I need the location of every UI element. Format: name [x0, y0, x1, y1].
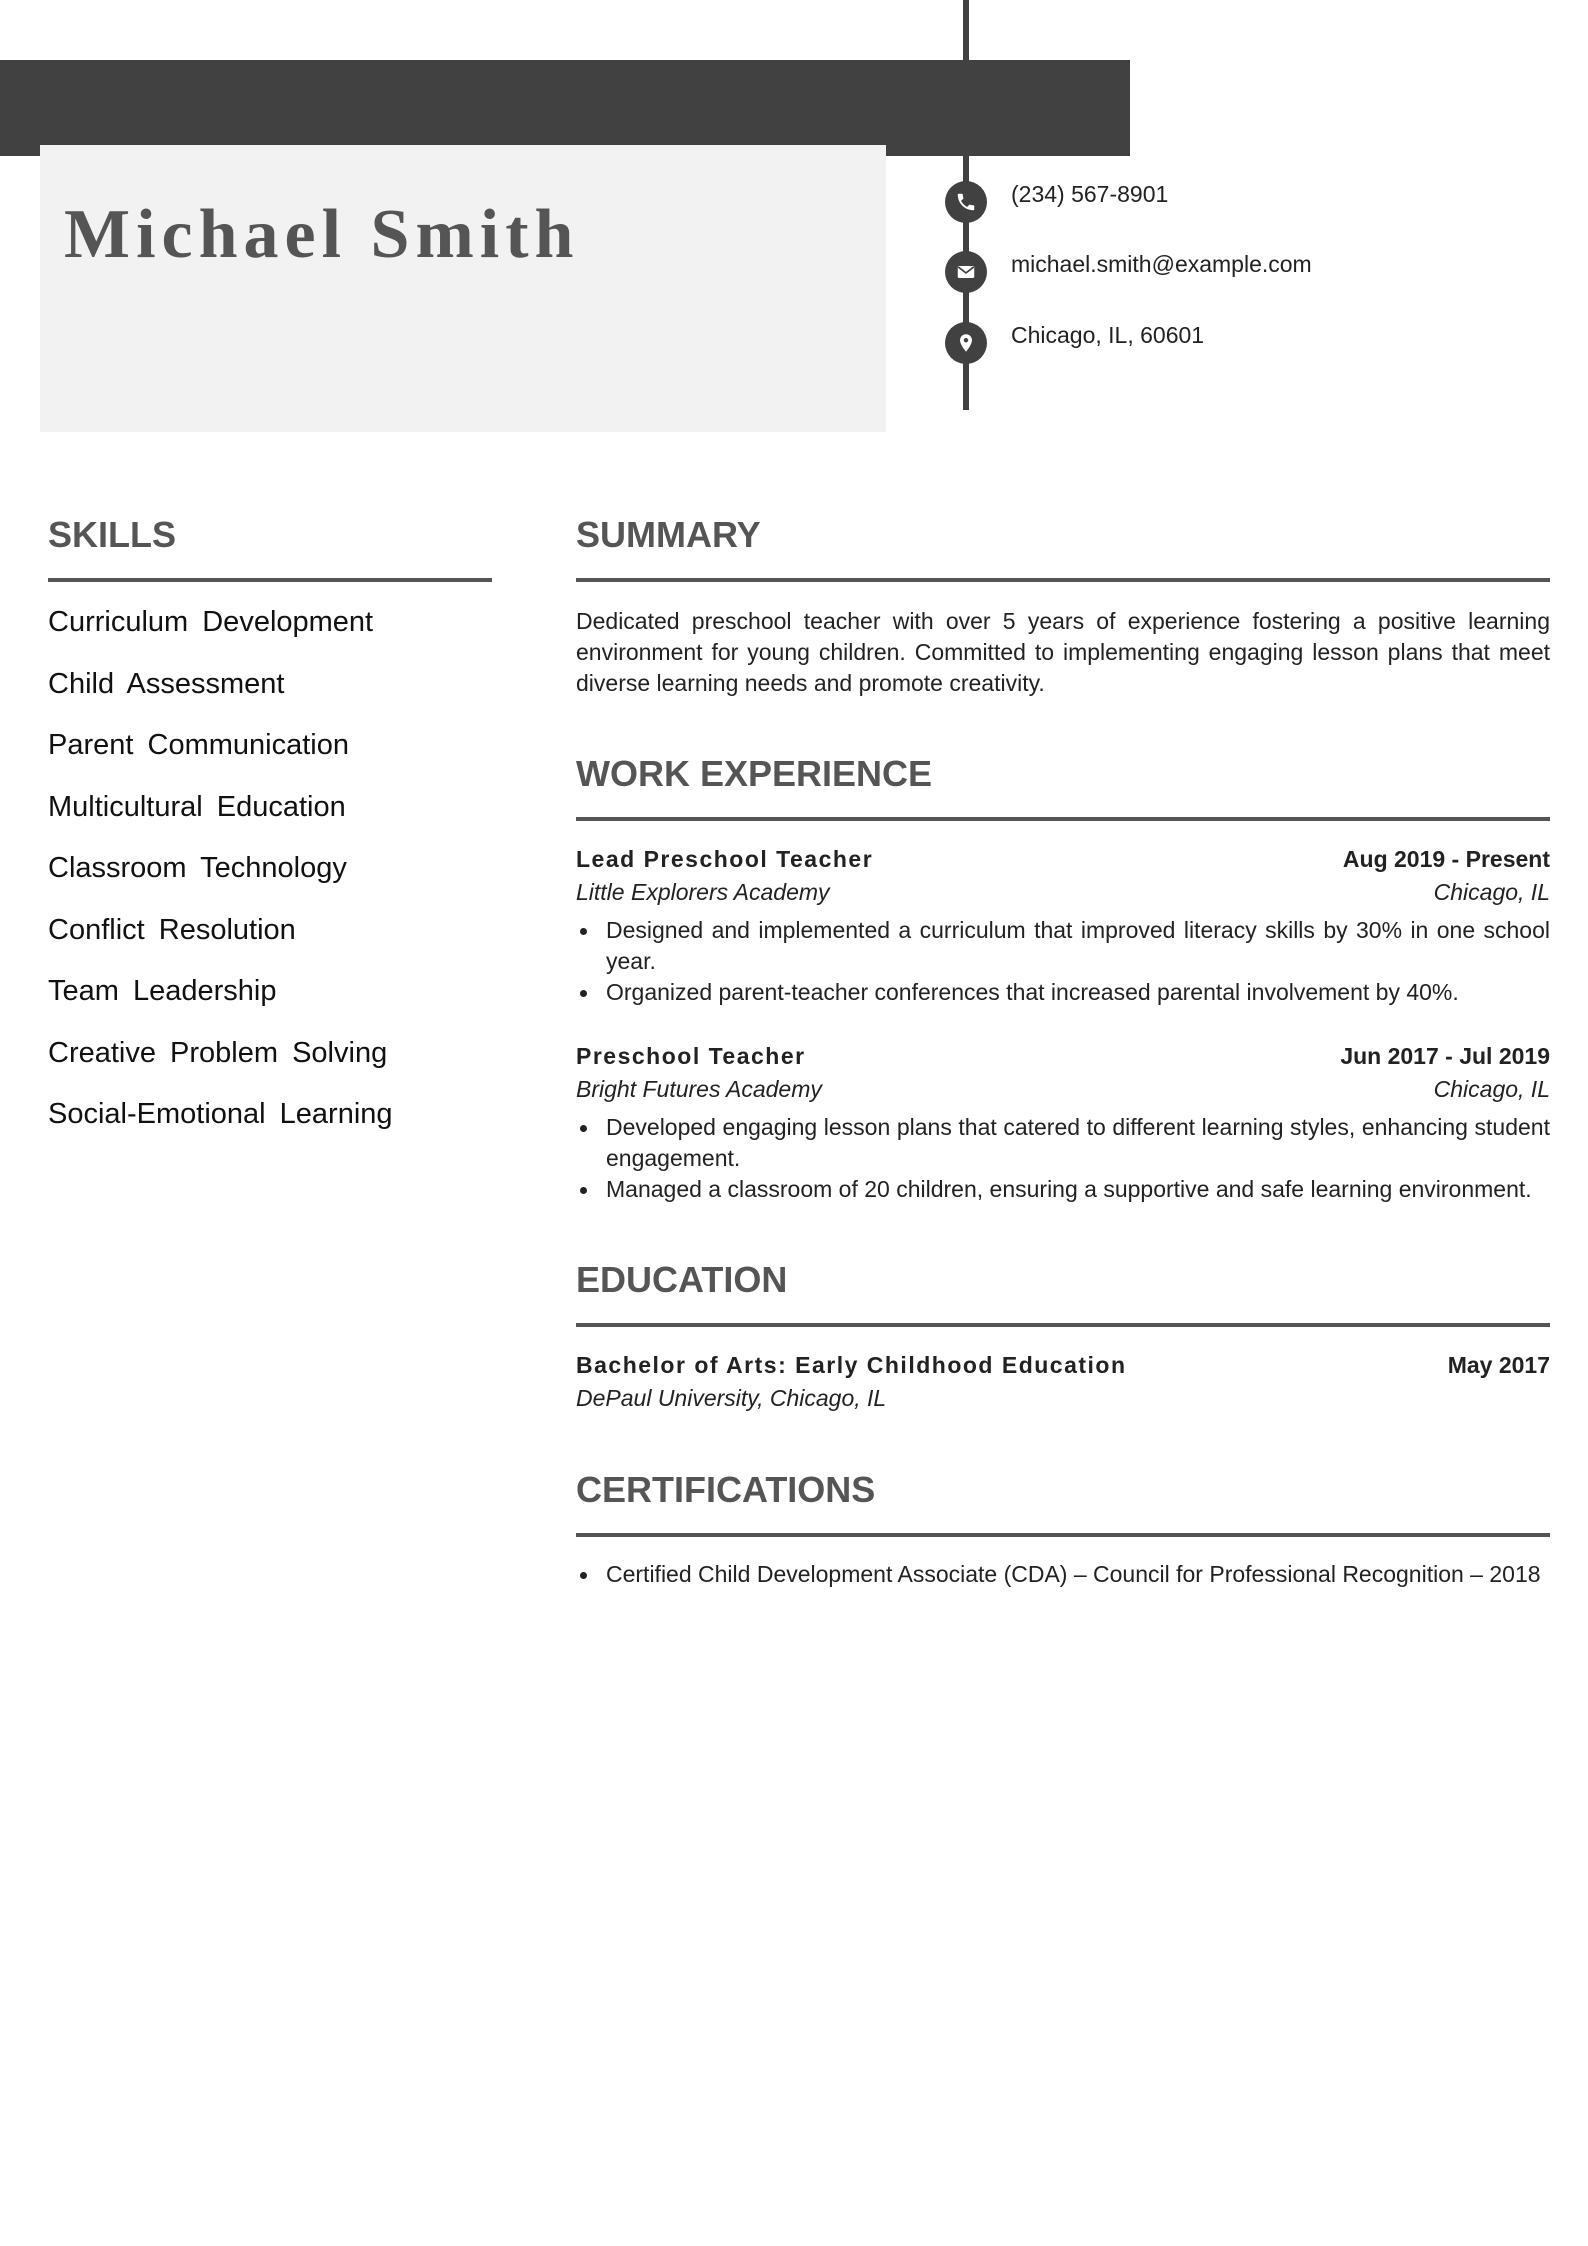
job-title: Preschool Teacher: [576, 1043, 806, 1069]
graduation-date: May 2017: [1447, 1352, 1550, 1378]
education-heading: EDUCATION: [576, 1255, 1550, 1327]
school-name: DePaul University, Chicago, IL: [576, 1385, 887, 1411]
phone-icon: [945, 181, 987, 223]
bullet-text: Organized parent-teacher conferences that increased parental involvement by 40%.: [606, 979, 1459, 1005]
certification-text: Certified Child Development Associate (CDA) – Council for Professional Recognition – 2018: [606, 1561, 1541, 1587]
job-dates: Aug 2019 - Present: [1342, 846, 1550, 872]
education-entry: [576, 1349, 1550, 1415]
bullet-text: Developed engaging lesson plans that catered to different learning styles, enhancing student engagement.: [606, 1114, 1550, 1171]
job-location: Chicago, IL: [1433, 1076, 1550, 1102]
map-pin-icon: [945, 322, 987, 364]
skill-item: Conflict Resolution: [48, 913, 296, 946]
candidate-name: Michael Smith: [64, 196, 580, 273]
certifications-list: [576, 1559, 1550, 1590]
contact-location: [945, 322, 1204, 364]
job-entry: [576, 1040, 1550, 1205]
skill-item: Team Leadership: [48, 975, 277, 1007]
education-section: [576, 1255, 1550, 1415]
contact-phone: [945, 181, 1168, 223]
skill-item: Child Assessment: [48, 667, 285, 700]
job-bullets: [576, 915, 1550, 1008]
skills-list: [48, 604, 492, 1158]
phone-text: (234) 567-8901: [1011, 180, 1169, 207]
bullet-text: Managed a classroom of 20 children, ensuring a supportive and safe learning environment.: [606, 1176, 1532, 1202]
bullet-dot: [580, 928, 587, 935]
work-experience-heading: WORK EXPERIENCE: [576, 749, 1550, 821]
work-experience-section: [576, 749, 1550, 1205]
bullet-dot: [580, 1125, 587, 1132]
job-dates: Jun 2017 - Jul 2019: [1340, 1043, 1550, 1069]
email-text: michael.smith@example.com: [1011, 250, 1312, 277]
envelope-icon: [945, 251, 987, 293]
job-bullets: [576, 1112, 1550, 1205]
bullet-item: [576, 1174, 1550, 1205]
bullet-item: [576, 977, 1550, 1008]
skills-heading: SKILLS: [48, 510, 492, 582]
bullet-item: [576, 915, 1550, 977]
skill-item: Creative Problem Solving: [48, 1036, 388, 1069]
job-company: Little Explorers Academy: [576, 879, 830, 905]
name-box: [40, 145, 886, 432]
summary-section: [576, 510, 1550, 699]
bullet-text: Designed and implemented a curriculum that improved literacy skills by 30% in one school year.: [606, 917, 1550, 974]
skill-item: Classroom Technology: [48, 852, 347, 884]
bullet-dot: [580, 1572, 587, 1579]
skill-item: Parent Communication: [48, 729, 349, 761]
job-entry: [576, 843, 1550, 1008]
job-title: Lead Preschool Teacher: [576, 846, 874, 872]
contact-email: [945, 251, 1312, 293]
certifications-heading: CERTIFICATIONS: [576, 1465, 1550, 1537]
bullet-dot: [580, 1187, 587, 1194]
skill-item: Curriculum Development: [48, 606, 374, 638]
job-company: Bright Futures Academy: [576, 1076, 822, 1102]
job-location: Chicago, IL: [1433, 879, 1550, 905]
summary-heading: SUMMARY: [576, 510, 1550, 582]
header-bar: [0, 60, 1130, 156]
skills-column: [48, 510, 492, 1158]
degree-title: Bachelor of Arts: Early Childhood Education: [576, 1352, 1127, 1378]
certification-item: [576, 1559, 1550, 1590]
main-column: [576, 510, 1550, 1590]
skill-item: Social-Emotional Learning: [48, 1098, 393, 1130]
bullet-dot: [580, 990, 587, 997]
location-text: Chicago, IL, 60601: [1011, 321, 1205, 348]
summary-text: Dedicated preschool teacher with over 5 years of experience fostering a positive learning environment for young children. Committed to implementing engaging lesson plans that meet diverse learning needs and promote creativity.: [576, 608, 1550, 696]
skill-item: Multicultural Education: [48, 790, 346, 823]
certifications-section: [576, 1465, 1550, 1590]
bullet-item: [576, 1112, 1550, 1174]
